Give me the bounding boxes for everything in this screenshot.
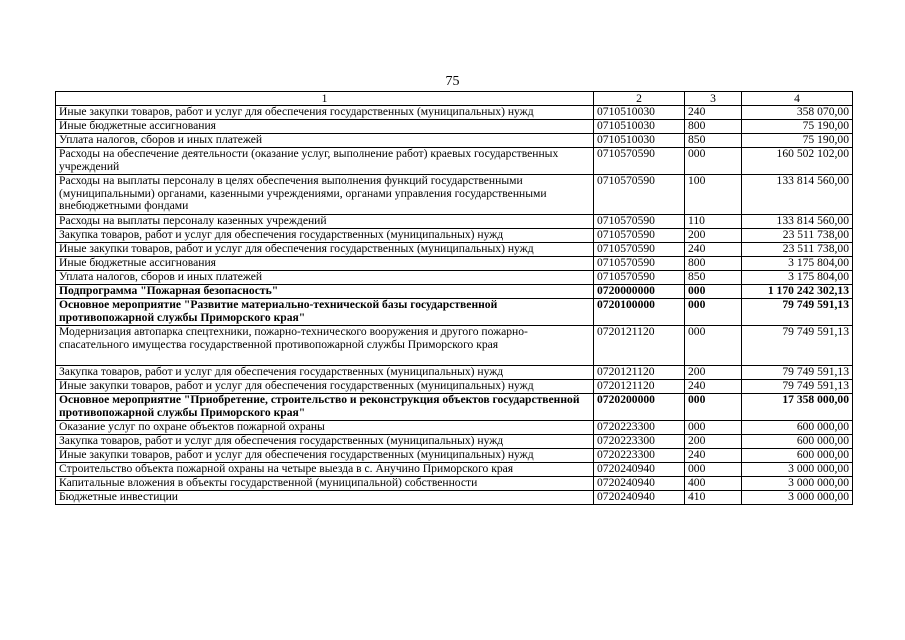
- row-amount: 160 502 102,00: [742, 148, 853, 175]
- row-amount: 600 000,00: [742, 421, 853, 435]
- row-description: Подпрограмма "Пожарная безопасность": [56, 285, 594, 299]
- row-target-code: 0720223300: [594, 435, 685, 449]
- table-row: [56, 285, 853, 299]
- table-row: [56, 394, 853, 421]
- row-expense-type: 850: [685, 271, 742, 285]
- table-row: [56, 148, 853, 175]
- row-description: Иные закупки товаров, работ и услуг для обеспечения государственных (муниципальных) нужд: [56, 380, 594, 394]
- row-target-code: 0710570590: [594, 271, 685, 285]
- row-target-code: 0710570590: [594, 148, 685, 175]
- row-description: Оказание услуг по охране объектов пожарной охраны: [56, 421, 594, 435]
- row-target-code: 0710510030: [594, 120, 685, 134]
- table-header-row: [56, 92, 853, 106]
- table-row: [56, 380, 853, 394]
- row-amount: 3 000 000,00: [742, 477, 853, 491]
- row-description: Капитальные вложения в объекты государственной (муниципальной) собственности: [56, 477, 594, 491]
- row-description: Строительство объекта пожарной охраны на четыре выезда в с. Анучино Приморского края: [56, 463, 594, 477]
- row-amount: 79 749 591,13: [742, 366, 853, 380]
- row-description: Иные бюджетные ассигнования: [56, 120, 594, 134]
- row-amount: 600 000,00: [742, 435, 853, 449]
- budget-table: [55, 91, 853, 505]
- row-amount: 1 170 242 302,13: [742, 285, 853, 299]
- row-amount: 23 511 738,00: [742, 243, 853, 257]
- row-description: Расходы на обеспечение деятельности (оказание услуг, выполнение работ) краевых государственных учреждений: [56, 148, 594, 175]
- table-row: [56, 229, 853, 243]
- row-expense-type: 000: [685, 326, 742, 366]
- row-expense-type: 800: [685, 120, 742, 134]
- table-row: [56, 243, 853, 257]
- row-description: Основное мероприятие "Развитие материально-технической базы государственной противопожарной службы Приморского края": [56, 299, 594, 326]
- row-expense-type: 000: [685, 148, 742, 175]
- row-expense-type: 400: [685, 477, 742, 491]
- row-expense-type: 850: [685, 134, 742, 148]
- row-amount: 75 190,00: [742, 120, 853, 134]
- row-expense-type: 000: [685, 285, 742, 299]
- row-amount: 23 511 738,00: [742, 229, 853, 243]
- table-row: [56, 299, 853, 326]
- row-target-code: 0720121120: [594, 326, 685, 366]
- row-description: Закупка товаров, работ и услуг для обеспечения государственных (муниципальных) нужд: [56, 366, 594, 380]
- table-row: [56, 120, 853, 134]
- table-row: [56, 491, 853, 505]
- column-header-4: 4: [742, 92, 853, 106]
- row-amount: 133 814 560,00: [742, 175, 853, 215]
- table-row: [56, 134, 853, 148]
- row-expense-type: 240: [685, 106, 742, 120]
- row-target-code: 0720223300: [594, 449, 685, 463]
- table-row: [56, 326, 853, 366]
- table-row: [56, 463, 853, 477]
- row-description: Иные закупки товаров, работ и услуг для обеспечения государственных (муниципальных) нужд: [56, 243, 594, 257]
- row-description: Уплата налогов, сборов и иных платежей: [56, 134, 594, 148]
- row-expense-type: 110: [685, 215, 742, 229]
- row-target-code: 0720200000: [594, 394, 685, 421]
- table-row: [56, 175, 853, 215]
- table-row: [56, 257, 853, 271]
- row-amount: 17 358 000,00: [742, 394, 853, 421]
- row-expense-type: 000: [685, 299, 742, 326]
- row-amount: 3 000 000,00: [742, 463, 853, 477]
- row-expense-type: 800: [685, 257, 742, 271]
- row-target-code: 0720121120: [594, 366, 685, 380]
- row-description: Расходы на выплаты персоналу в целях обеспечения выполнения функций государственными (муниципальными) органами, казенными учреждениями, органами управления государственными внебюджетными фондами: [56, 175, 594, 215]
- table-row: [56, 449, 853, 463]
- row-target-code: 0720223300: [594, 421, 685, 435]
- table-row: [56, 215, 853, 229]
- column-header-3: 3: [685, 92, 742, 106]
- row-amount: 75 190,00: [742, 134, 853, 148]
- row-amount: 600 000,00: [742, 449, 853, 463]
- row-target-code: 0710510030: [594, 134, 685, 148]
- table-row: [56, 366, 853, 380]
- row-target-code: 0720240940: [594, 463, 685, 477]
- row-target-code: 0710570590: [594, 175, 685, 215]
- row-amount: 3 175 804,00: [742, 271, 853, 285]
- row-amount: 79 749 591,13: [742, 299, 853, 326]
- table-row: [56, 435, 853, 449]
- row-target-code: 0720121120: [594, 380, 685, 394]
- row-expense-type: 410: [685, 491, 742, 505]
- row-description: Уплата налогов, сборов и иных платежей: [56, 271, 594, 285]
- row-amount: 79 749 591,13: [742, 326, 853, 366]
- table-row: [56, 271, 853, 285]
- row-expense-type: 240: [685, 380, 742, 394]
- column-header-2: 2: [594, 92, 685, 106]
- row-description: Иные закупки товаров, работ и услуг для обеспечения государственных (муниципальных) нужд: [56, 449, 594, 463]
- table-row: [56, 106, 853, 120]
- row-target-code: 0720240940: [594, 491, 685, 505]
- row-expense-type: 200: [685, 435, 742, 449]
- row-description: Закупка товаров, работ и услуг для обеспечения государственных (муниципальных) нужд: [56, 435, 594, 449]
- row-description: Закупка товаров, работ и услуг для обеспечения государственных (муниципальных) нужд: [56, 229, 594, 243]
- row-target-code: 0720240940: [594, 477, 685, 491]
- row-target-code: 0720100000: [594, 299, 685, 326]
- row-expense-type: 200: [685, 366, 742, 380]
- row-expense-type: 200: [685, 229, 742, 243]
- row-description: Расходы на выплаты персоналу казенных учреждений: [56, 215, 594, 229]
- row-expense-type: 000: [685, 463, 742, 477]
- row-amount: 358 070,00: [742, 106, 853, 120]
- row-target-code: 0710570590: [594, 229, 685, 243]
- row-expense-type: 240: [685, 449, 742, 463]
- row-description: Иные закупки товаров, работ и услуг для обеспечения государственных (муниципальных) нужд: [56, 106, 594, 120]
- row-description: Бюджетные инвестиции: [56, 491, 594, 505]
- row-target-code: 0710570590: [594, 243, 685, 257]
- row-expense-type: 100: [685, 175, 742, 215]
- row-description: Модернизация автопарка спецтехники, пожарно-технического вооружения и другого пожарно-спасательного имущества государственной противопожарной службы Приморского края: [56, 326, 594, 366]
- table-row: [56, 421, 853, 435]
- row-amount: 3 175 804,00: [742, 257, 853, 271]
- row-expense-type: 240: [685, 243, 742, 257]
- page-number: 75: [445, 74, 460, 89]
- row-amount: 133 814 560,00: [742, 215, 853, 229]
- row-expense-type: 000: [685, 394, 742, 421]
- table-row: [56, 477, 853, 491]
- row-target-code: 0710570590: [594, 257, 685, 271]
- row-amount: 3 000 000,00: [742, 491, 853, 505]
- row-amount: 79 749 591,13: [742, 380, 853, 394]
- row-target-code: 0710570590: [594, 215, 685, 229]
- row-expense-type: 000: [685, 421, 742, 435]
- column-header-1: 1: [56, 92, 594, 106]
- row-description: Основное мероприятие "Приобретение, строительство и реконструкция объектов государственной противопожарной службы Приморского края": [56, 394, 594, 421]
- row-target-code: 0710510030: [594, 106, 685, 120]
- row-description: Иные бюджетные ассигнования: [56, 257, 594, 271]
- row-target-code: 0720000000: [594, 285, 685, 299]
